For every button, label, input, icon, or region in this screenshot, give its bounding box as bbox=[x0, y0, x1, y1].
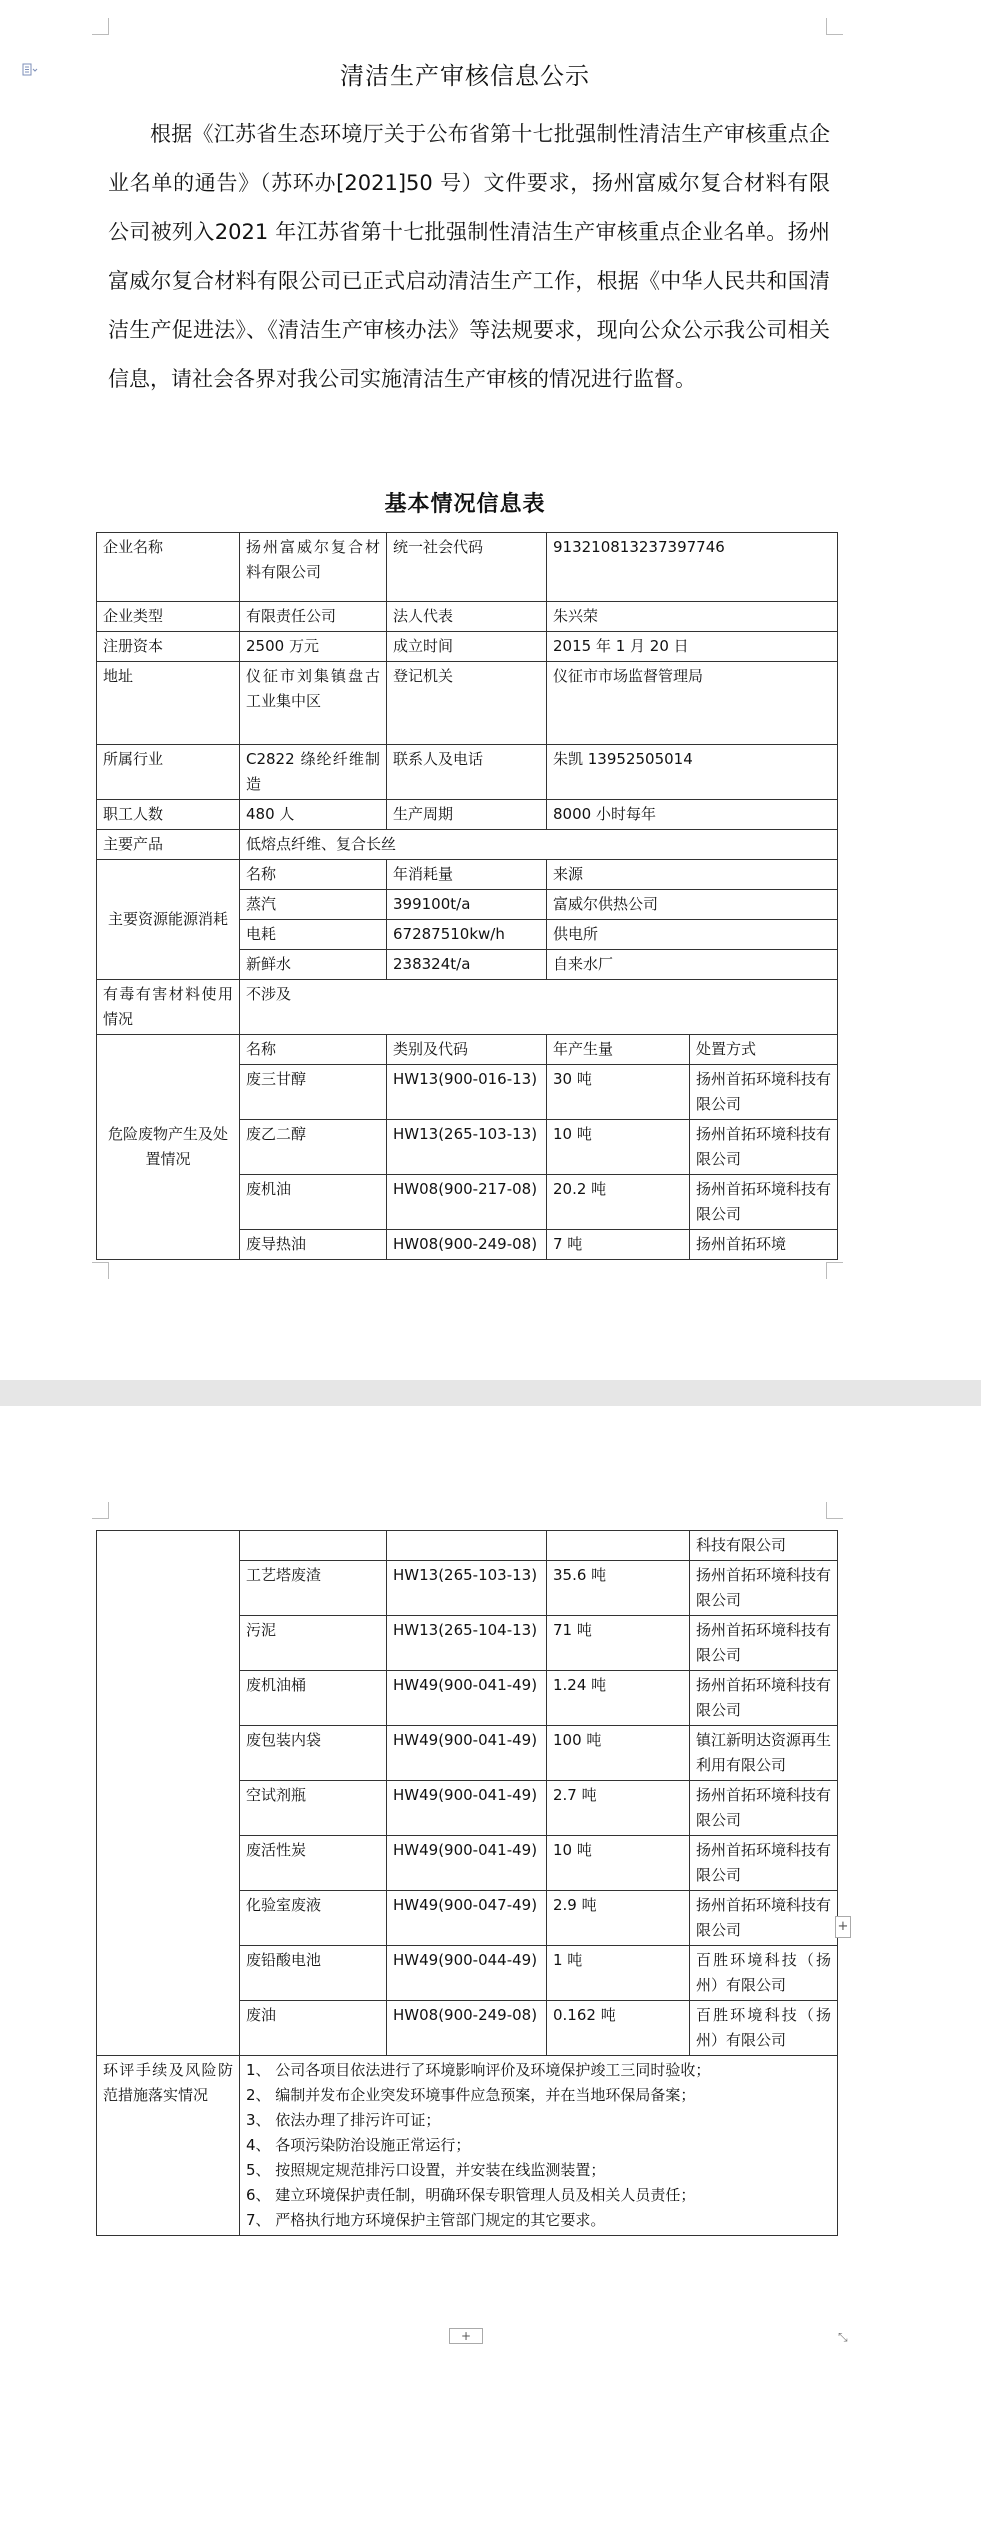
waste-disposal: 百胜环境科技（扬州）有限公司 bbox=[690, 1946, 838, 2001]
waste-disposal: 扬州首拓环境科技有限公司 bbox=[690, 1836, 838, 1891]
staff-label: 职工人数 bbox=[97, 800, 240, 830]
industry-label: 所属行业 bbox=[97, 745, 240, 800]
hazwaste-label-continued bbox=[97, 1531, 240, 2056]
page-corner-mark bbox=[826, 1502, 843, 1519]
waste-disposal: 扬州首拓环境科技有限公司 bbox=[690, 1065, 838, 1120]
waste-code: HW49(900-041-49) bbox=[387, 1726, 547, 1781]
hazwaste-header: 名称 bbox=[240, 1035, 387, 1065]
waste-name: 废活性炭 bbox=[240, 1836, 387, 1891]
hazwaste-header: 类别及代码 bbox=[387, 1035, 547, 1065]
waste-disposal: 扬州首拓环境科技有限公司 bbox=[690, 1616, 838, 1671]
resource-amount: 399100t/a bbox=[387, 890, 547, 920]
resource-source: 富威尔供热公司 bbox=[547, 890, 838, 920]
list-item: 7、 严格执行地方环境保护主管部门规定的其它要求。 bbox=[246, 2211, 606, 2229]
waste-disposal: 百胜环境科技（扬州）有限公司 bbox=[690, 2001, 838, 2056]
waste-code: HW08(900-249-08) bbox=[387, 2001, 547, 2056]
waste-name: 废机油桶 bbox=[240, 1671, 387, 1726]
document-title: 清洁生产审核信息公示 bbox=[340, 62, 590, 90]
table-row bbox=[97, 1531, 838, 1561]
waste-name: 废三甘醇 bbox=[240, 1065, 387, 1120]
page-gap bbox=[0, 1380, 981, 1406]
page-corner-mark bbox=[92, 1262, 109, 1279]
waste-code: HW13(265-103-13) bbox=[387, 1120, 547, 1175]
list-item: 3、 依法办理了排污许可证； bbox=[246, 2111, 441, 2129]
waste-disposal-continued: 科技有限公司 bbox=[690, 1531, 838, 1561]
registered-capital: 2500 万元 bbox=[240, 632, 387, 662]
waste-amount: 10 吨 bbox=[547, 1120, 690, 1175]
table-row bbox=[97, 2056, 838, 2236]
legal-representative: 朱兴荣 bbox=[547, 602, 838, 632]
waste-name: 废机油 bbox=[240, 1175, 387, 1230]
waste-code: HW49(900-041-49) bbox=[387, 1671, 547, 1726]
list-item: 2、 编制并发布企业突发环境事件应急预案，并在当地环保局备案； bbox=[246, 2086, 696, 2104]
table-row bbox=[97, 533, 838, 602]
table-row bbox=[97, 602, 838, 632]
waste-amount bbox=[547, 1531, 690, 1561]
resources-header: 年消耗量 bbox=[387, 860, 547, 890]
toxic-label: 有毒有害材料使用情况 bbox=[97, 980, 240, 1035]
add-column-button[interactable]: + bbox=[835, 1916, 851, 1938]
waste-code: HW49(900-047-49) bbox=[387, 1891, 547, 1946]
company-name: 扬州富威尔复合材料有限公司 bbox=[240, 533, 387, 602]
waste-disposal: 扬州首拓环境科技有限公司 bbox=[690, 1891, 838, 1946]
envrisk-label: 环评手续及风险防范措施落实情况 bbox=[97, 2056, 240, 2236]
waste-amount: 0.162 吨 bbox=[547, 2001, 690, 2056]
waste-amount: 100 吨 bbox=[547, 1726, 690, 1781]
waste-code: HW13(265-103-13) bbox=[387, 1561, 547, 1616]
envrisk-list bbox=[246, 2058, 831, 2233]
contact: 朱凯 13952505014 bbox=[547, 745, 838, 800]
page-corner-mark bbox=[92, 18, 109, 35]
resource-name: 电耗 bbox=[240, 920, 387, 950]
hazwaste-header: 处置方式 bbox=[690, 1035, 838, 1065]
resource-source: 自来水厂 bbox=[547, 950, 838, 980]
resource-amount: 67287510kw/h bbox=[387, 920, 547, 950]
table-row bbox=[97, 632, 838, 662]
address-label: 地址 bbox=[97, 662, 240, 745]
main-products: 低熔点纤维、复合长丝 bbox=[240, 830, 838, 860]
waste-amount: 20.2 吨 bbox=[547, 1175, 690, 1230]
legal-label: 法人代表 bbox=[387, 602, 547, 632]
waste-name: 污泥 bbox=[240, 1616, 387, 1671]
resource-source: 供电所 bbox=[547, 920, 838, 950]
waste-disposal: 扬州首拓环境科技有限公司 bbox=[690, 1561, 838, 1616]
waste-disposal: 扬州首拓环境 bbox=[690, 1230, 838, 1260]
resources-label: 主要资源能源消耗 bbox=[97, 860, 240, 980]
list-item: 4、 各项污染防治设施正常运行； bbox=[246, 2136, 471, 2154]
address: 仪征市刘集镇盘古工业集中区 bbox=[240, 662, 387, 745]
waste-disposal: 扬州首拓环境科技有限公司 bbox=[690, 1175, 838, 1230]
credit-label: 统一社会代码 bbox=[387, 533, 547, 602]
waste-name: 工艺塔废渣 bbox=[240, 1561, 387, 1616]
waste-code: HW13(265-104-13) bbox=[387, 1616, 547, 1671]
add-row-button[interactable]: + bbox=[449, 2328, 483, 2344]
page-corner-mark bbox=[92, 1502, 109, 1519]
waste-amount: 1.24 吨 bbox=[547, 1671, 690, 1726]
resource-name: 新鲜水 bbox=[240, 950, 387, 980]
table-title: 基本情况信息表 bbox=[384, 492, 546, 517]
table-resize-icon[interactable]: ⤡ bbox=[838, 2330, 848, 2344]
resource-amount: 238324t/a bbox=[387, 950, 547, 980]
basic-info-table bbox=[96, 532, 838, 1260]
staff-count: 480 人 bbox=[240, 800, 387, 830]
table-row bbox=[97, 860, 838, 890]
contact-label: 联系人及电话 bbox=[387, 745, 547, 800]
registration-authority: 仪征市市场监督管理局 bbox=[547, 662, 838, 745]
founded-label: 成立时间 bbox=[387, 632, 547, 662]
waste-code: HW49(900-041-49) bbox=[387, 1781, 547, 1836]
waste-code: HW49(900-041-49) bbox=[387, 1836, 547, 1891]
production-cycle: 8000 小时每年 bbox=[547, 800, 838, 830]
resources-header: 来源 bbox=[547, 860, 838, 890]
waste-disposal: 扬州首拓环境科技有限公司 bbox=[690, 1781, 838, 1836]
type-label: 企业类型 bbox=[97, 602, 240, 632]
waste-code: HW49(900-044-49) bbox=[387, 1946, 547, 2001]
authority-label: 登记机关 bbox=[387, 662, 547, 745]
waste-name: 废导热油 bbox=[240, 1230, 387, 1260]
waste-disposal: 镇江新明达资源再生利用有限公司 bbox=[690, 1726, 838, 1781]
credit-code: 913210813237397746 bbox=[547, 533, 838, 602]
waste-amount: 30 吨 bbox=[547, 1065, 690, 1120]
intro-paragraph: 根据《江苏省生态环境厅关于公布省第十七批强制性清洁生产审核重点企业名单的通告》（苏环办[2021]50 号）文件要求，扬州富威尔复合材料有限公司被列入2021 年江苏省第十七批强制性清洁生产审核重点企业名单。扬州富威尔复合材料有限公司已正式启动清洁生产工作，根据《中华人民共和国清洁生产促进法》、《清洁生产审核办法》等法规要求，现向公众公示我公司相关信息，请社会各界对我公司实施清洁生产审核的情况进行监督。 bbox=[108, 122, 830, 391]
basic-info-table-continued bbox=[96, 1530, 838, 2236]
capital-label: 注册资本 bbox=[97, 632, 240, 662]
waste-name: 空试剂瓶 bbox=[240, 1781, 387, 1836]
hazwaste-header: 年产生量 bbox=[547, 1035, 690, 1065]
table-row bbox=[97, 800, 838, 830]
waste-amount: 7 吨 bbox=[547, 1230, 690, 1260]
table-row bbox=[97, 662, 838, 745]
waste-code: HW08(900-249-08) bbox=[387, 1230, 547, 1260]
waste-code: HW13(900-016-13) bbox=[387, 1065, 547, 1120]
industry: C2822 绦纶纤维制造 bbox=[240, 745, 387, 800]
table-row bbox=[97, 745, 838, 800]
table-row bbox=[97, 830, 838, 860]
table-row bbox=[97, 1035, 838, 1065]
waste-name: 废包装内袋 bbox=[240, 1726, 387, 1781]
waste-amount: 10 吨 bbox=[547, 1836, 690, 1891]
envrisk-measures bbox=[240, 2056, 838, 2236]
hazwaste-label: 危险废物产生及处置情况 bbox=[97, 1035, 240, 1260]
founded-date: 2015 年 1 月 20 日 bbox=[547, 632, 838, 662]
waste-name: 废乙二醇 bbox=[240, 1120, 387, 1175]
list-item: 5、 按照规定规范排污口设置，并安装在线监测装置； bbox=[246, 2161, 606, 2179]
waste-amount: 1 吨 bbox=[547, 1946, 690, 2001]
waste-disposal: 扬州首拓环境科技有限公司 bbox=[690, 1120, 838, 1175]
page-corner-mark bbox=[826, 18, 843, 35]
waste-name bbox=[240, 1531, 387, 1561]
resource-name: 蒸汽 bbox=[240, 890, 387, 920]
resources-header: 名称 bbox=[240, 860, 387, 890]
page-corner-mark bbox=[826, 1262, 843, 1279]
waste-name: 化验室废液 bbox=[240, 1891, 387, 1946]
waste-amount: 35.6 吨 bbox=[547, 1561, 690, 1616]
table-row bbox=[97, 980, 838, 1035]
list-item: 1、 公司各项目依法进行了环境影响评价及环境保护竣工三同时验收； bbox=[246, 2061, 711, 2079]
waste-name: 废油 bbox=[240, 2001, 387, 2056]
waste-amount: 2.9 吨 bbox=[547, 1891, 690, 1946]
waste-amount: 71 吨 bbox=[547, 1616, 690, 1671]
waste-disposal: 扬州首拓环境科技有限公司 bbox=[690, 1671, 838, 1726]
waste-amount: 2.7 吨 bbox=[547, 1781, 690, 1836]
waste-name: 废铅酸电池 bbox=[240, 1946, 387, 2001]
list-item: 6、 建立环境保护责任制，明确环保专职管理人员及相关人员责任； bbox=[246, 2186, 696, 2204]
toxic-value: 不涉及 bbox=[240, 980, 838, 1035]
waste-code: HW08(900-217-08) bbox=[387, 1175, 547, 1230]
company-type: 有限责任公司 bbox=[240, 602, 387, 632]
products-label: 主要产品 bbox=[97, 830, 240, 860]
waste-code bbox=[387, 1531, 547, 1561]
company-label: 企业名称 bbox=[97, 533, 240, 602]
cycle-label: 生产周期 bbox=[387, 800, 547, 830]
